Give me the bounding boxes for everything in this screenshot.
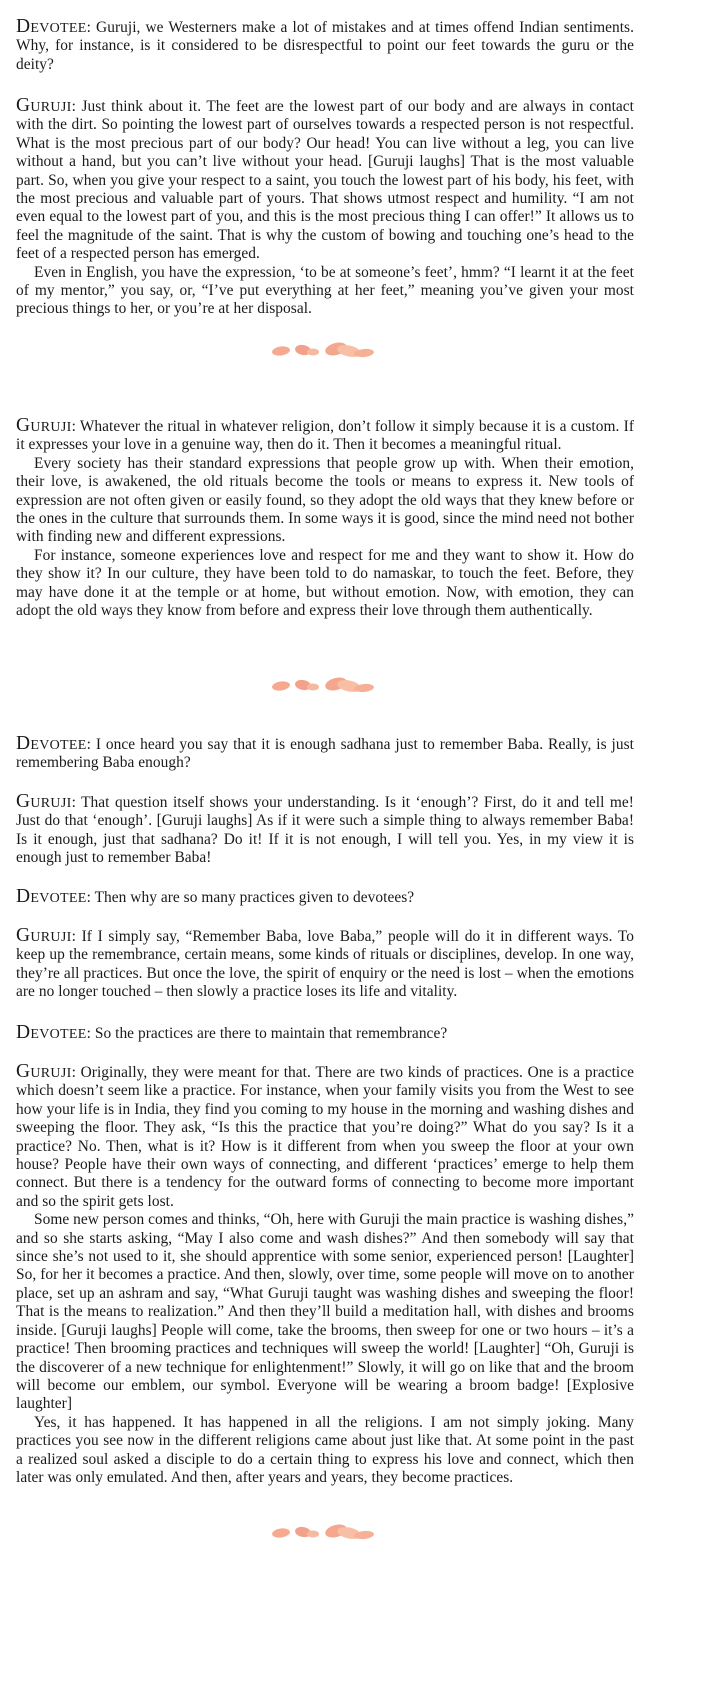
paragraph-text: Even in English, you have the expression, ‘to be at someone’s feet’, hmm? “I learnt it at the feet of my mentor,” you say, or, “I’ve put everything at her feet,” meaning you’ve given your most precious things to her, or you’re at her disposal. (16, 263, 634, 318)
paragraph (16, 547, 634, 621)
paragraph: Guruji: Whatever the ritual in whatever religion, don’t follow it simply because it is a custom. If it expresses your love in a genuine way, then do it. Then it becomes a meaningful ritual. (16, 415, 634, 454)
paragraph-text: Yes, it has happened. It has happened in all the religions. I am not simply joking. Many practices you see now in the different religions came about just like that. At some point in the past a realized soul asked a disciple to do a certain thing to express his love and connect, which then later was only emulated. And then, after years and years, they become practices. (16, 1413, 634, 1486)
speaker-label: Devotee (16, 733, 87, 754)
dialogue-block-devotee (16, 18, 634, 74)
dialogue-block-devotee (16, 735, 634, 773)
paragraph-text: Then why are so many practices given to devotees? (94, 889, 415, 906)
petals-divider-icon (270, 674, 380, 698)
dialogue-block-devotee (16, 1024, 634, 1043)
speaker-label: Devotee (16, 16, 87, 37)
paragraph (16, 1211, 634, 1413)
paragraph (16, 455, 634, 547)
dialogue-block-guruji (16, 417, 634, 620)
paragraph: Guruji: Originally, they were meant for that. There are two kinds of practices. One is a practice which doesn’t seem like a practice. For instance, when your family visits you from the West to see how your life is in India, they find you coming to my house in the morning and washing dishes and sweeping the floor. They ask, “Is this the practice that you’re doing?” What do you say? Is it a practice? No. Then, what is it? How is it different from when you sweep the floor at your own house? People have their own ways of connecting, and different ‘practices’ emerge to help them connect. But there is a tendency for the outward forms of connecting to become more important and so the spirit gets lost. (16, 1061, 634, 1210)
paragraph-text: If I simply say, “Remember Baba, love Baba,” people will do it in different ways. To keep up the remembrance, certain means, some kinds of rituals or disciplines, develop. In one way, they’re all practices. But once the love, the spirit of enquiry or the need is lost – when the emotions are no longer touched – then slowly a practice loses its life and vitality. (16, 928, 635, 1001)
paragraph: Guruji: That question itself shows your understanding. Is it ‘enough’? First, do it and tell me! Just do that ‘enough’. [Guruji laughs] As if it were such a simple thing to always remember Baba! Is it enough, just that sadhana? Do it! If it is not enough, I will tell you. Yes, in my view it is enough just to remember Baba! (16, 791, 634, 867)
petals-divider-icon (270, 1521, 380, 1545)
speaker-label: Guruji (16, 1061, 72, 1082)
paragraph-text: That question itself shows your understanding. Is it ‘enough’? First, do it and tell me! Just do that ‘enough’. [Guruji laughs] As if it were such a simple thing to always remember Baba! Is it enough, just that sadhana? Do it! If it is not enough, I will tell you. Yes, in my view it is enough just to remember Baba! (16, 794, 634, 867)
dialogue-block-guruji (16, 97, 634, 319)
paragraph-text: I once heard you say that it is enough sadhana just to remember Baba. Really, is just remembering Baba enough? (16, 736, 634, 772)
paragraph: Guruji: Just think about it. The feet are the lowest part of our body and are always in contact with the dirt. So pointing the lowest part of ourselves towards a respected person is not respectful. What is the most precious part of our body? Our head! You can live without a leg, you can live without a hand, but you can’t live without your head. [Guruji laughs] That is the most valuable part. So, when you give your respect to a saint, you touch the lowest part of his body, his feet, with the most precious and valuable part of yours. That shows utmost respect and humility. “I am not even equal to the lowest part of you, and this is the most precious thing I can offer!” It allows us to feel the magnitude of the saint. That is why the custom of bowing and touching one’s head to the feet of a respected person has emerged. (16, 95, 634, 263)
dialogue-block-guruji (16, 927, 634, 1002)
petals-divider-icon (270, 339, 380, 363)
paragraph-text: Originally, they were meant for that. There are two kinds of practices. One is a practice which doesn’t seem like a practice. For instance, when your family visits you from the West to see how your life is in India, they find you coming to my house in the morning and washing dishes and sweeping the floor. They ask, “Is this the practice that you’re doing?” What do you say? Is it a practice? No. Then, what is it? How is it different from when you sweep the floor at your own house? People have their own ways of connecting, and different ‘practices’ emerge to help them connect. But there is a tendency for the outward forms of connecting to become more important and so the spirit gets lost. (16, 1064, 634, 1210)
paragraph: Devotee: So the practices are there to maintain that remembrance? (16, 1022, 448, 1043)
dialogue-block-guruji (16, 1063, 634, 1487)
paragraph: Devotee: Then why are so many practices given to devotees? (16, 886, 415, 907)
paragraph-text: Some new person comes and thinks, “Oh, here with Guruji the main practice is washing dishes,” and so she starts asking, “May I also come and wash dishes?” And then somebody will say that since she’s not used to it, she should apprentice with some senior, experienced person! [Laughter] So, for her it becomes a practice. And then, slowly, over time, some people will move on to another place, set up an ashram and say, “What Guruji taught was washing dishes and sweeping the floor! That is the means to realization.” And then they’ll build a meditation hall, with dishes and brooms inside. [Guruji laughs] People will come, take the brooms, then sweep for one or two hours – it’s a practice! Then brooming practices and techniques will sweep the world! [Laughter] “Oh, Guruji is the discoverer of a new technique for enlightenment!” Slowly, it will go on like that and the broom will become our emblem, our symbol. Everyone will be wearing a broom badge! [Explosive laughter] (16, 1211, 634, 1413)
dialogue-block-guruji (16, 793, 634, 868)
paragraph-text: Guruji, we Westerners make a lot of mistakes and at times offend Indian sentiments. Why, for instance, is it considered to be disrespectful to point our feet towards the guru or the deity? (16, 19, 634, 73)
paragraph: Devotee: I once heard you say that it is enough sadhana just to remember Baba. Really, is just remembering Baba enough? (16, 733, 634, 772)
speaker-label: Guruji (16, 95, 72, 116)
speaker-label: Devotee (16, 1022, 87, 1043)
paragraph: Guruji: If I simply say, “Remember Baba, love Baba,” people will do it in different ways. To keep up the remembrance, certain means, some kinds of rituals or disciplines, develop. In one way, they’re all practices. But once the love, the spirit of enquiry or the need is lost – when the emotions are no longer touched – then slowly a practice loses its life and vitality. (16, 925, 635, 1001)
paragraph-text: For instance, someone experiences love and respect for me and they want to show it. How do they show it? In our culture, they have been told to do namaskar, to touch the feet. Before, they may have done it at the temple or at home, but without emotion. Now, with emotion, they can adopt the old ways they know from before and express their love through them authentically. (16, 546, 634, 620)
dialogue-block-devotee (16, 888, 634, 907)
paragraph-text: Whatever the ritual in whatever religion, don’t follow it simply because it is a custom. If it expresses your love in a genuine way, then do it. Then it becomes a meaningful ritual. (16, 418, 634, 454)
speaker-label: Guruji (16, 925, 72, 946)
paragraph-text: Just think about it. The feet are the lowest part of our body and are always in contact with the dirt. So pointing the lowest part of ourselves towards a respected person is not respectful. What is the most precious part of our body? Our head! You can live without a leg, you can live without a hand, but you can’t live without your head. [Guruji laughs] That is the most valuable part. So, when you give your respect to a saint, you touch the lowest part of his body, his feet, with the most precious and valuable part of yours. That shows utmost respect and humility. “I am not even equal to the lowest part of you, and this is the most precious thing I can offer!” It allows us to feel the magnitude of the saint. That is why the custom of bowing and touching one’s head to the feet of a respected person has emerged. (16, 98, 634, 263)
paragraph-text: So the practices are there to maintain that remembrance? (94, 1025, 448, 1042)
speaker-label: Guruji (16, 415, 72, 436)
speaker-label: Devotee (16, 886, 87, 907)
paragraph (16, 1414, 634, 1488)
paragraph: Devotee: Guruji, we Westerners make a lot of mistakes and at times offend Indian sentiments. Why, for instance, is it considered to be disrespectful to point our feet towards the guru or the deity? (16, 16, 634, 73)
paragraph-text: Every society has their standard expressions that people grow up with. When their emotion, their love, is awakened, the old rituals become the tools or means to express it. New tools of expression are not often given or easily found, so they adopt the old ways that they knew before or the ones in the culture that surrounds them. In some ways it is good, since the mind need not bother with finding new and different expressions. (16, 454, 634, 546)
speaker-label: Guruji (16, 791, 72, 812)
paragraph (16, 264, 634, 319)
